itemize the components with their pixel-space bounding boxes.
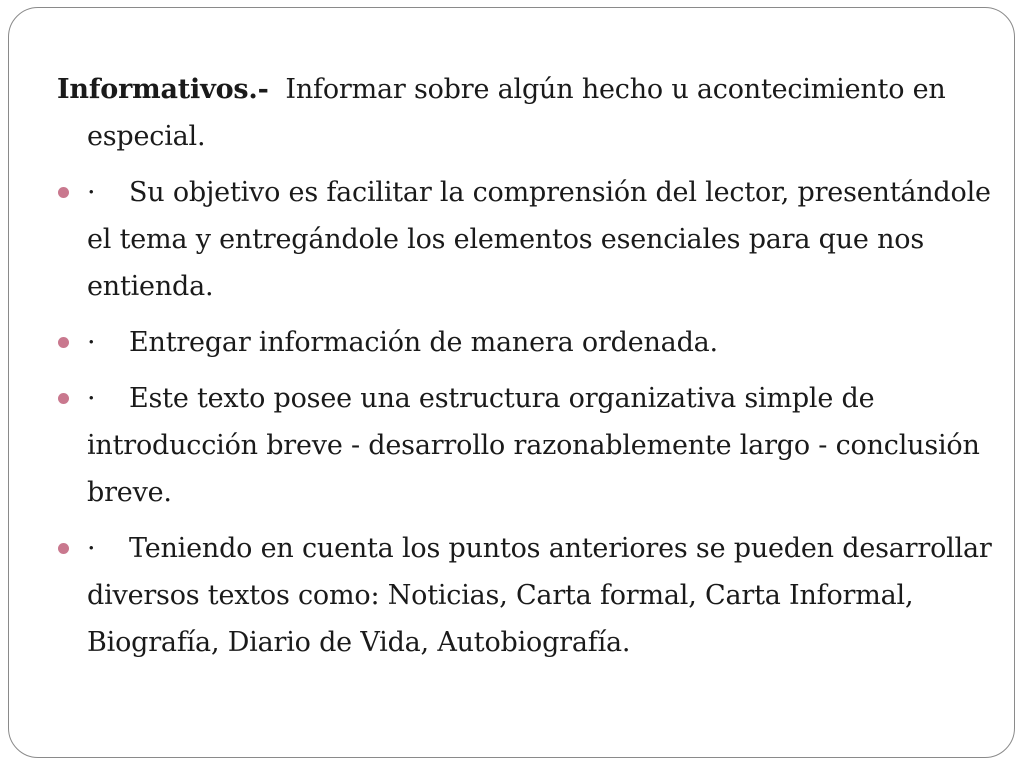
- bullet-text: Su objetivo es facilitar la comprensión del lector, presentándole el tema y entregándole los elementos esenciales para que nos entienda.: [87, 177, 991, 302]
- bullet-marker: ·: [87, 327, 96, 358]
- bullet-marker: ·: [87, 533, 96, 564]
- bullet-marker: ·: [87, 383, 96, 414]
- bullet-marker: ·: [87, 177, 96, 208]
- intro-text: Informar sobre algún hecho u acontecimiento en especial.: [87, 74, 946, 152]
- bullet-dot-icon: [58, 393, 69, 404]
- slide-content: [57, 66, 1007, 675]
- intro-heading: Informativos.-: [57, 74, 269, 105]
- bullet-text: Este texto posee una estructura organizativa simple de introducción breve - desarrollo razonablemente largo - conclusión breve.: [87, 383, 980, 508]
- bullet-item-1: [57, 169, 1007, 310]
- bullet-item-3: [57, 375, 1007, 516]
- intro-paragraph: [57, 66, 1007, 160]
- bullet-item-2: [57, 319, 1007, 366]
- bullet-dot-icon: [58, 337, 69, 348]
- bullet-text: Teniendo en cuenta los puntos anteriores se pueden desarrollar diversos textos como: Noticias, Carta formal, Carta Informal, Biografía, Diario de Vida, Autobiografía.: [87, 533, 992, 658]
- slide-frame: [8, 7, 1015, 758]
- bullet-dot-icon: [58, 543, 69, 554]
- bullet-text: Entregar información de manera ordenada.: [129, 327, 718, 358]
- bullet-dot-icon: [58, 187, 69, 198]
- bullet-item-4: [57, 525, 1007, 666]
